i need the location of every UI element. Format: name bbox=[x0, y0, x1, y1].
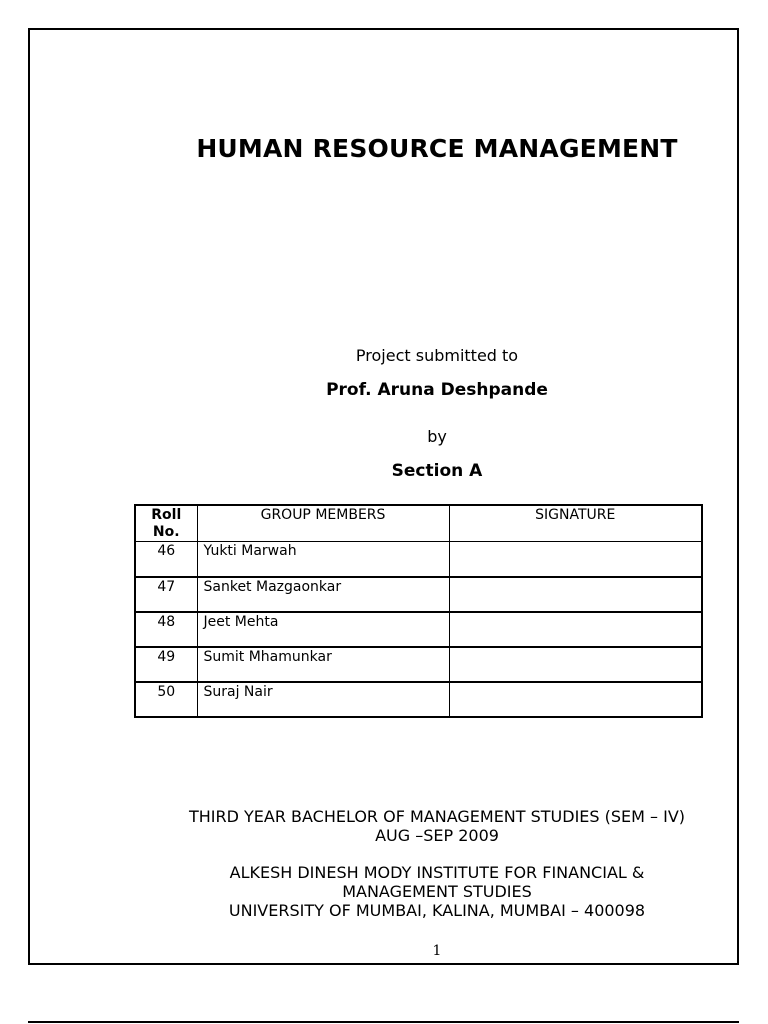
member-name: Suraj Nair bbox=[197, 682, 449, 717]
table-row bbox=[135, 682, 702, 717]
member-name: Sumit Mhamunkar bbox=[197, 647, 449, 682]
signature-cell bbox=[449, 542, 702, 577]
header-roll-no: Roll No. bbox=[135, 505, 197, 542]
header-signature: SIGNATURE bbox=[449, 505, 702, 542]
signature-cell bbox=[449, 577, 702, 612]
table-row bbox=[135, 577, 702, 612]
institute-name-line1: ALKESH DINESH MODY INSTITUTE FOR FINANCIAL & bbox=[229, 863, 645, 882]
table-row bbox=[135, 647, 702, 682]
document-title: HUMAN RESOURCE MANAGEMENT bbox=[196, 134, 678, 163]
signature-cell bbox=[449, 647, 702, 682]
by-label: by bbox=[427, 427, 447, 446]
professor-name: Prof. Aruna Deshpande bbox=[326, 380, 548, 400]
institute-name-line2: MANAGEMENT STUDIES bbox=[342, 882, 532, 901]
group-members-table bbox=[134, 504, 703, 718]
member-name: Yukti Marwah bbox=[197, 542, 449, 577]
signature-cell bbox=[449, 682, 702, 717]
university-address: UNIVERSITY OF MUMBAI, KALINA, MUMBAI – 400098 bbox=[228, 901, 646, 920]
roll-number: 46 bbox=[135, 542, 197, 577]
course-name: THIRD YEAR BACHELOR OF MANAGEMENT STUDIES (SEM – IV) bbox=[188, 807, 686, 826]
table-row bbox=[135, 612, 702, 647]
roll-number: 50 bbox=[135, 682, 197, 717]
roll-number: 49 bbox=[135, 647, 197, 682]
header-group-members: GROUP MEMBERS bbox=[197, 505, 449, 542]
roll-number: 48 bbox=[135, 612, 197, 647]
page-number: 1 bbox=[432, 943, 442, 959]
section-label: Section A bbox=[391, 461, 483, 481]
page-frame bbox=[28, 28, 739, 965]
table-header-row bbox=[135, 505, 702, 542]
table-row bbox=[135, 542, 702, 577]
signature-cell bbox=[449, 612, 702, 647]
roll-number: 47 bbox=[135, 577, 197, 612]
next-page-top-border bbox=[28, 1021, 739, 1023]
member-name: Jeet Mehta bbox=[197, 612, 449, 647]
course-dates: AUG –SEP 2009 bbox=[375, 826, 499, 845]
submitted-to-label: Project submitted to bbox=[355, 346, 519, 365]
member-name: Sanket Mazgaonkar bbox=[197, 577, 449, 612]
